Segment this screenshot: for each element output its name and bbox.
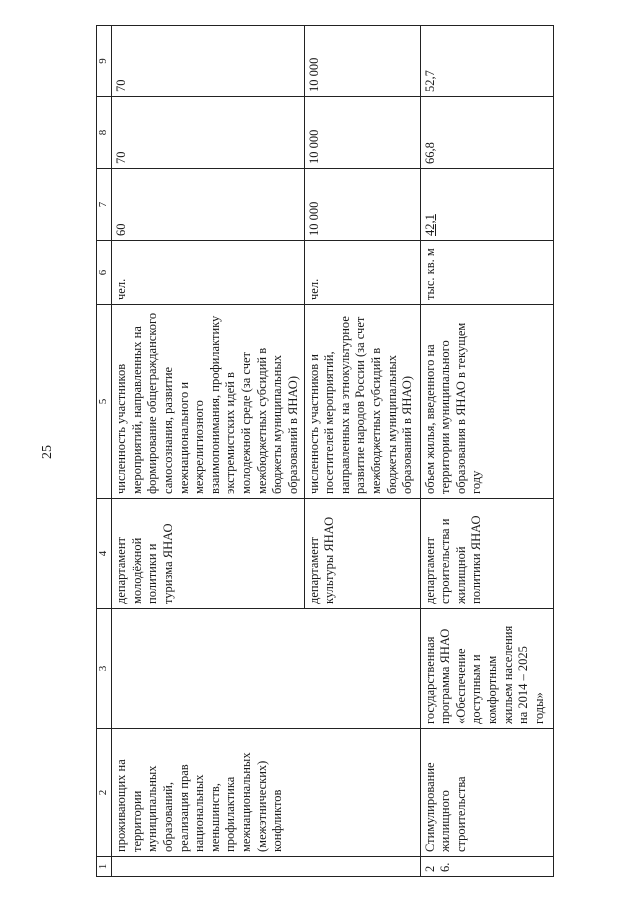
cont-v7-1: 60: [112, 169, 305, 241]
cont-v8-2: 10 000: [304, 97, 420, 169]
cont-program: [112, 609, 421, 729]
row26-name: Стимулирование жилищного строительства: [420, 729, 554, 857]
row26-v8: 66,8: [420, 97, 554, 169]
cont-v9-1: 70: [112, 26, 305, 97]
cont-unit-1: чел.: [112, 241, 305, 305]
col-header-9: 9: [97, 26, 112, 97]
cont-unit-2: чел.: [304, 241, 420, 305]
rotated-table-container: [96, 26, 554, 877]
row26-program: государственная программа ЯНАО «Обеспечение доступным и комфортным жильем населения на 2014 – 2025 годы»: [420, 609, 554, 729]
cont-indicator-1: численность участников мероприятий, направленных на формирование общегражданского самосознания, развитие межнационального и межрелигиозного взаимопонимания, профилактику экстремистских идей в молодежной среде (за счет межбюджетных субсидий в бюджеты муниципальных образований в ЯНАО): [112, 305, 305, 499]
col-header-2: 2: [97, 729, 112, 857]
col-header-7: 7: [97, 169, 112, 241]
cont-direction: проживающих на территории муниципальных образований, реализация прав национальных меньшинств, профилактика межнациональных (межэтнических) конфликтов: [112, 729, 421, 857]
row26-v7: 42,1: [420, 169, 554, 241]
row26-unit: тыс. кв. м: [420, 241, 554, 305]
col-header-5: 5: [97, 305, 112, 499]
indicators-table: [96, 25, 554, 877]
cont-dept-1: департамент молодёжной политики и туризма ЯНАО: [112, 499, 305, 609]
col-header-4: 4: [97, 499, 112, 609]
row26-num: 26.: [420, 857, 554, 877]
cont-col1: [112, 857, 421, 877]
cont-dept-2: департамент культуры ЯНАО: [304, 499, 420, 609]
col-header-1: 1: [97, 857, 112, 877]
row26-dept: департамент строительства и жилищной политики ЯНАО: [420, 499, 554, 609]
page-number: 25: [40, 445, 55, 459]
continuation-row-1: [112, 26, 305, 877]
col-header-6: 6: [97, 241, 112, 305]
row26-indicator: объем жилья, введенного на территории муниципального образования в ЯНАО в текущем году: [420, 305, 554, 499]
cont-v9-2: 10 000: [304, 26, 420, 97]
row-26: [420, 26, 554, 877]
cont-v8-1: 70: [112, 97, 305, 169]
cont-indicator-2: численность участников и посетителей мероприятий, направленных на этнокультурное развитие народов России (за счет межбюджетных субсидий в бюджеты муниципальных образований в ЯНАО): [304, 305, 420, 499]
column-numbers-row: [97, 26, 112, 877]
cont-v7-2: 10 000: [304, 169, 420, 241]
row26-v9: 52,7: [420, 26, 554, 97]
col-header-3: 3: [97, 609, 112, 729]
col-header-8: 8: [97, 97, 112, 169]
